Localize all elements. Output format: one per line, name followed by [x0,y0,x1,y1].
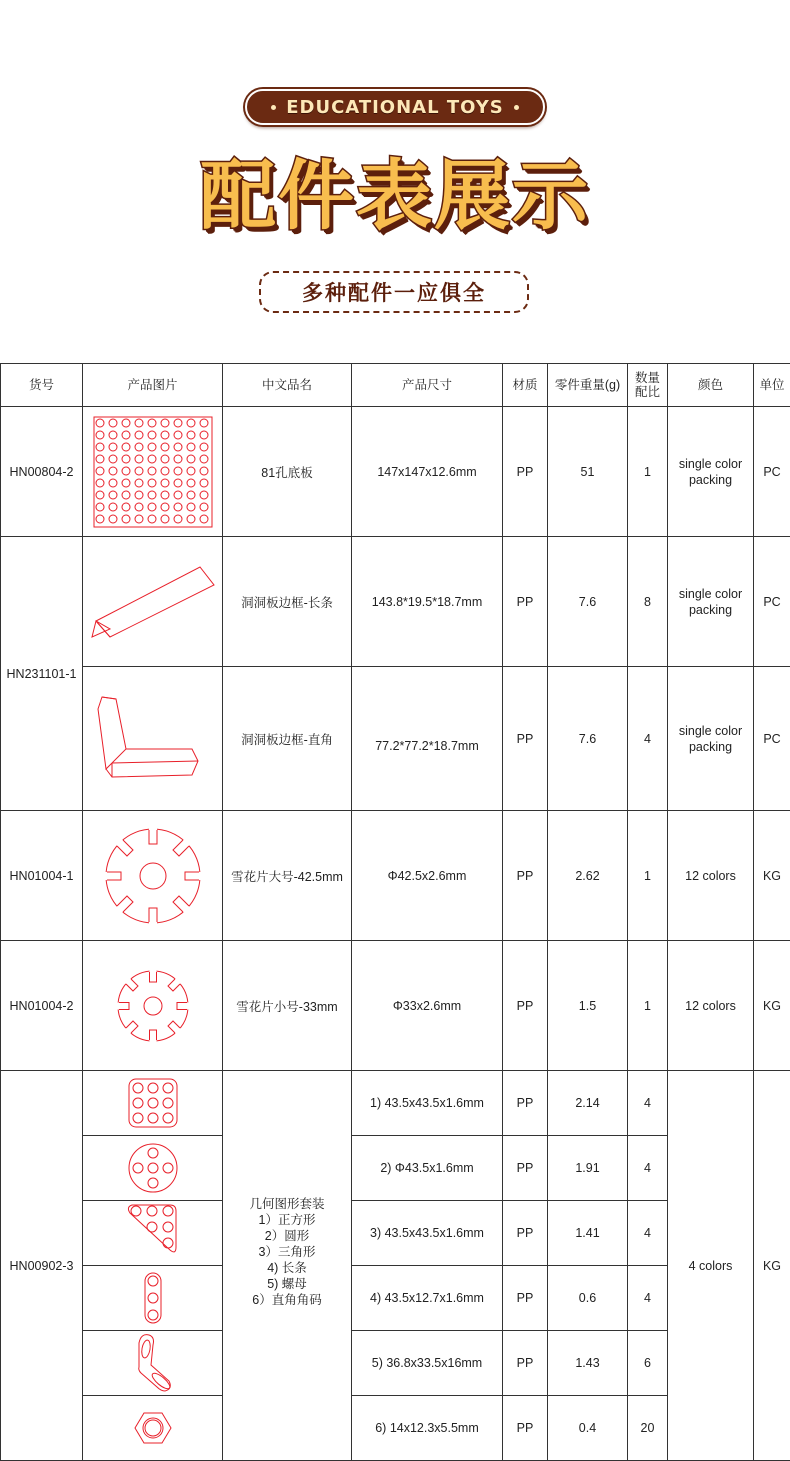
image-cell [83,1396,223,1461]
name-cell: 雪花片小号-33mm [223,941,352,1071]
dot-icon [514,105,519,110]
unit-cell: KG [754,811,790,941]
educational-toys-badge [245,89,545,125]
name-cell: 洞洞板边框-直角 [223,667,352,811]
col-header-weight: 零件重量(g) [548,364,628,407]
image-cell [83,811,223,941]
image-cell [83,1201,223,1266]
size-cell: 5) 36.8x33.5x16mm [352,1331,503,1396]
qty-cell: 8 [628,537,668,667]
color-cell [668,407,754,537]
material-cell: PP [503,1071,548,1136]
color-cell [668,667,754,811]
material-cell: PP [503,1266,548,1331]
col-header-image: 产品图片 [83,364,223,407]
table-row [1,537,790,667]
size-cell: Φ42.5x2.6mm [352,811,503,941]
qty-header-line1: 数量 [630,371,665,385]
size-cell: 2) Φ43.5x1.6mm [352,1136,503,1201]
weight-cell: 51 [548,407,628,537]
table-row [1,1071,790,1136]
frame-right-angle-icon [88,689,218,789]
table-header-row [1,364,790,407]
weight-cell: 7.6 [548,667,628,811]
material-cell: PP [503,1331,548,1396]
color-cell: 12 colors [668,811,754,941]
snowflake-small-icon [115,968,191,1044]
weight-cell: 0.6 [548,1266,628,1331]
name-cell: 洞洞板边框-长条 [223,537,352,667]
table-row [1,407,790,537]
qty-cell: 4 [628,667,668,811]
badge-text: EDUCATIONAL TOYS [286,97,504,118]
col-header-name: 中文品名 [223,364,352,407]
qty-cell: 4 [628,1136,668,1201]
item-no-cell: HN01004-2 [1,941,83,1071]
name-cell: 雪花片大号-42.5mm [223,811,352,941]
parts-table [0,363,790,1461]
qty-cell: 1 [628,941,668,1071]
qty-cell: 6 [628,1331,668,1396]
image-cell [83,667,223,811]
unit-cell: PC [754,667,790,811]
material-cell: PP [503,667,548,811]
col-header-material: 材质 [503,364,548,407]
qty-cell: 4 [628,1201,668,1266]
size-cell: 6) 14x12.3x5.5mm [352,1396,503,1461]
qty-cell: 1 [628,811,668,941]
weight-cell: 1.41 [548,1201,628,1266]
round-plate-icon [126,1141,180,1195]
color-cell: 12 colors [668,941,754,1071]
table-row [1,811,790,941]
weight-cell: 7.6 [548,537,628,667]
color-line2: packing [670,602,751,618]
image-cell [83,1136,223,1201]
weight-cell: 0.4 [548,1396,628,1461]
unit-cell: PC [754,537,790,667]
weight-cell: 2.62 [548,811,628,941]
unit-cell: KG [754,1071,790,1461]
weight-cell: 1.43 [548,1331,628,1396]
size-cell: 3) 43.5x43.5x1.6mm [352,1201,503,1266]
col-header-size: 产品尺寸 [352,364,503,407]
table-row [1,941,790,1071]
snowflake-large-icon [103,826,203,926]
baseplate-81-hole-icon [90,414,216,530]
image-cell [83,1071,223,1136]
material-cell: PP [503,407,548,537]
qty-cell: 4 [628,1071,668,1136]
color-line1: single color [670,456,751,472]
col-header-item-no: 货号 [1,364,83,407]
size-cell: 147x147x12.6mm [352,407,503,537]
size-cell: 77.2*77.2*18.7mm [352,667,503,811]
material-cell: PP [503,1396,548,1461]
geo-name-line: 2）圆形 [225,1228,349,1244]
weight-cell: 1.91 [548,1136,628,1201]
dot-icon [271,105,276,110]
table-row [1,667,790,811]
image-cell [83,1331,223,1396]
material-cell: PP [503,811,548,941]
col-header-color: 颜色 [668,364,754,407]
page-title: 配件表展示 [0,148,790,244]
hex-nut-icon [133,1411,173,1445]
material-cell: PP [503,1136,548,1201]
qty-header-line2: 配比 [630,385,665,399]
color-line2: packing [670,739,751,755]
weight-cell: 1.5 [548,941,628,1071]
long-strip-icon [143,1271,163,1325]
geo-name-line: 6）直角角码 [225,1292,349,1308]
material-cell: PP [503,941,548,1071]
subtitle-box [259,271,529,313]
image-cell [83,407,223,537]
color-line1: single color [670,586,751,602]
item-no-cell: HN00902-3 [1,1071,83,1461]
material-cell: PP [503,537,548,667]
qty-cell: 1 [628,407,668,537]
item-no-cell: HN01004-1 [1,811,83,941]
triangle-plate-icon [126,1203,180,1257]
color-cell: 4 colors [668,1071,754,1461]
square-plate-icon [126,1076,180,1130]
item-no-cell: HN231101-1 [1,537,83,811]
geo-name-line: 3）三角形 [225,1244,349,1260]
material-cell: PP [503,1201,548,1266]
image-cell [83,1266,223,1331]
geo-name-line: 1）正方形 [225,1212,349,1228]
size-cell: Φ33x2.6mm [352,941,503,1071]
image-cell [83,537,223,667]
col-header-unit: 单位 [754,364,790,407]
item-no-cell: HN00804-2 [1,407,83,537]
frame-long-strip-icon [88,557,218,647]
color-line1: single color [670,723,751,739]
geo-name-line: 5) 螺母 [225,1276,349,1292]
subtitle-text: 多种配件一应俱全 [302,277,486,307]
unit-cell: KG [754,941,790,1071]
color-cell [668,537,754,667]
size-cell: 4) 43.5x12.7x1.6mm [352,1266,503,1331]
geo-set-name-cell [223,1071,352,1461]
angle-bracket-icon [133,1333,173,1393]
size-cell: 1) 43.5x43.5x1.6mm [352,1071,503,1136]
geo-name-line: 几何图形套装 [225,1196,349,1212]
geo-name-line: 4) 长条 [225,1260,349,1276]
weight-cell: 2.14 [548,1071,628,1136]
qty-cell: 4 [628,1266,668,1331]
image-cell [83,941,223,1071]
size-cell: 143.8*19.5*18.7mm [352,537,503,667]
name-cell: 81孔底板 [223,407,352,537]
color-line2: packing [670,472,751,488]
col-header-qty [628,364,668,407]
unit-cell: PC [754,407,790,537]
qty-cell: 20 [628,1396,668,1461]
